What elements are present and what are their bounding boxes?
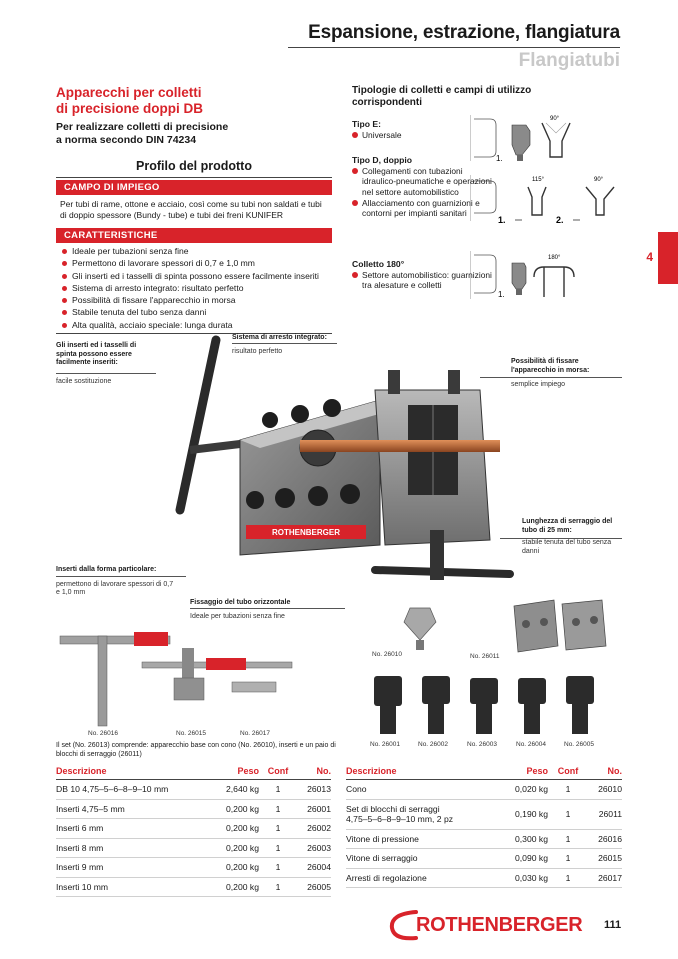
tool-brand-label: ROTHENBERGER	[271, 528, 341, 537]
caption: No. 26015	[176, 730, 206, 737]
list-item: Ideale per tubazioni senza fine	[62, 245, 328, 257]
spare-parts-image	[56, 628, 296, 728]
step-label: 1.	[498, 290, 505, 299]
callout-lunghezza: Lunghezza di serraggio del tubo di 25 mm: stabile tenuta del tubo senza danni	[522, 518, 613, 555]
flaring-tool-image	[150, 330, 520, 630]
caption: No. 26001	[370, 741, 400, 748]
step-label: 1.	[496, 154, 503, 163]
caption: No. 26010	[372, 651, 402, 658]
tipo-d-diagram	[470, 169, 620, 227]
spec-table-left	[56, 764, 331, 897]
callout-line	[56, 373, 156, 374]
table-header-row	[346, 764, 622, 780]
product-profile	[56, 85, 332, 334]
insert-screws-image	[366, 672, 606, 736]
list-item: Possibilità di fissare l'apparecchio in morsa	[62, 294, 328, 306]
page-title: Espansione, estrazione, flangiatura	[308, 22, 620, 43]
cone-image	[400, 606, 440, 652]
angle-label: 115°	[532, 177, 544, 183]
table-row: Arresti di regolazione 0,030 kg 1 26017	[346, 868, 622, 888]
header-divider	[288, 47, 620, 48]
flare-types	[352, 85, 614, 299]
angle-label: 180°	[548, 255, 561, 261]
col-header-peso: Peso	[201, 764, 259, 780]
product-title: Apparecchi per colletti di precisione doppi DB	[56, 85, 204, 116]
angle-label: 90°	[550, 116, 560, 122]
spec-table-right	[346, 764, 622, 888]
col-header-desc: Descrizione	[56, 764, 201, 780]
callout-morsa: Possibilità di fissare l'apparecchio in morsa: semplice impiego	[511, 358, 590, 388]
callout-line	[500, 538, 622, 539]
col-header-desc: Descrizione	[346, 764, 496, 780]
product-subtitle: Per realizzare colletti di precisione a norma secondo DIN 74234	[56, 121, 229, 146]
callout-line	[56, 576, 186, 577]
chapter-tab	[658, 232, 678, 284]
table-row: Vitone di pressione 0,300 kg 1 26016	[346, 829, 622, 849]
callout-inserti: Gli inserti ed i tasselli di spinta possono essere facilmente inseriti: facile sostituzione	[56, 342, 137, 385]
table-row: Inserti 8 mm 0,200 kg 1 26003	[56, 838, 331, 858]
table-header-row	[56, 764, 331, 780]
set-note: Il set (No. 26013) comprende: apparecchio base con cono (No. 26010), inserti e un paio di blocchi di serraggio (26011)	[56, 742, 336, 758]
table-row: Vitone di serraggio 0,090 kg 1 26015	[346, 849, 622, 869]
col-header-no: No.	[297, 764, 331, 780]
col-header-peso: Peso	[496, 764, 548, 780]
clamp-blocks-image	[510, 596, 610, 654]
page-subtitle: Flangiatubi	[518, 50, 620, 71]
callout-arresto: Sistema di arresto integrato: risultato perfetto	[232, 334, 327, 355]
list-item: Sistema di arresto integrato: risultato perfetto	[62, 282, 328, 294]
table-row: Inserti 10 mm 0,200 kg 1 26005	[56, 877, 331, 897]
callout-line	[480, 377, 622, 378]
table-row: DB 10 4,75–5–6–8–9–10 mm 2,640 kg 1 26013	[56, 780, 331, 800]
table-row: Cono 0,020 kg 1 26010	[346, 780, 622, 800]
profile-heading: Profilo del prodotto	[56, 159, 332, 178]
caption: No. 26004	[516, 741, 546, 748]
table-row: Set di blocchi di serraggi 4,75–5–6–8–9–10 mm, 2 pz 0,190 kg 1 26011	[346, 799, 622, 829]
brand-logo	[386, 906, 586, 942]
angle-label: 90°	[594, 177, 604, 183]
step-label: 2.	[556, 215, 564, 225]
caption: No. 26003	[467, 741, 497, 748]
logo-swoosh-icon	[386, 906, 420, 942]
caption: No. 26002	[418, 741, 448, 748]
list-item: Permettono di lavorare spessori di 0,7 e 1,0 mm	[62, 257, 328, 269]
table-row: Inserti 4,75–5 mm 0,200 kg 1 26001	[56, 799, 331, 819]
caption: No. 26005	[564, 741, 594, 748]
page-number: 111	[604, 919, 622, 931]
list-item: Alta qualità, acciaio speciale: lunga durata	[62, 319, 328, 331]
callout-fissaggio: Fissaggio del tubo orizzontale Ideale per tubazioni senza fine	[190, 599, 291, 620]
caption: No. 26016	[88, 730, 118, 737]
callout-line	[190, 608, 345, 609]
campo-text: Per tubi di rame, ottone e acciaio, così come su tubi non saldati e tubi di doppio spessore (Bundy - tube) e tubi dei freni KUNIFER	[60, 199, 322, 220]
campo-heading: CAMPO DI IMPIEGO	[56, 180, 332, 195]
table-row: Inserti 9 mm 0,200 kg 1 26004	[56, 858, 331, 878]
col-header-conf: Conf	[548, 764, 588, 780]
callout-line	[232, 343, 337, 344]
list-item: Stabile tenuta del tubo senza danni	[62, 306, 328, 318]
caption: No. 26017	[240, 730, 270, 737]
type-d: Tipo D, doppio Collegamenti con tubazioni idraulico-pneumatiche e operazioni nel settore automobilistico Allacciamento con guarnizioni e contorni per impianti sanitari	[352, 155, 492, 219]
logo-text: ROTHENBERGER	[416, 914, 583, 936]
caption: No. 26011	[470, 653, 500, 660]
features-heading: CARATTERISTICHE	[56, 228, 332, 243]
features-list	[56, 243, 332, 334]
chapter-number: 4	[646, 250, 653, 264]
col-header-conf: Conf	[259, 764, 297, 780]
col-header-no: No.	[588, 764, 622, 780]
list-item: Gli inserti ed i tasselli di spinta possono essere facilmente inseriti	[62, 270, 328, 282]
table-row: Inserti 6 mm 0,200 kg 1 26002	[56, 819, 331, 839]
step-label: 1.	[498, 215, 506, 225]
type-e: Tipo E: Universale	[352, 119, 492, 140]
callout-forma: Inserti dalla forma particolare: permettono di lavorare spessori di 0,7 e 1,0 mm	[56, 566, 174, 596]
colletto-180: Colletto 180° Settore automobilistico: guarnizioni tra alesature e colletti	[352, 259, 492, 291]
colletto-diagram	[470, 247, 610, 301]
types-heading: Tipologie di colletti e campi di utilizzo corrispondenti	[352, 85, 532, 108]
